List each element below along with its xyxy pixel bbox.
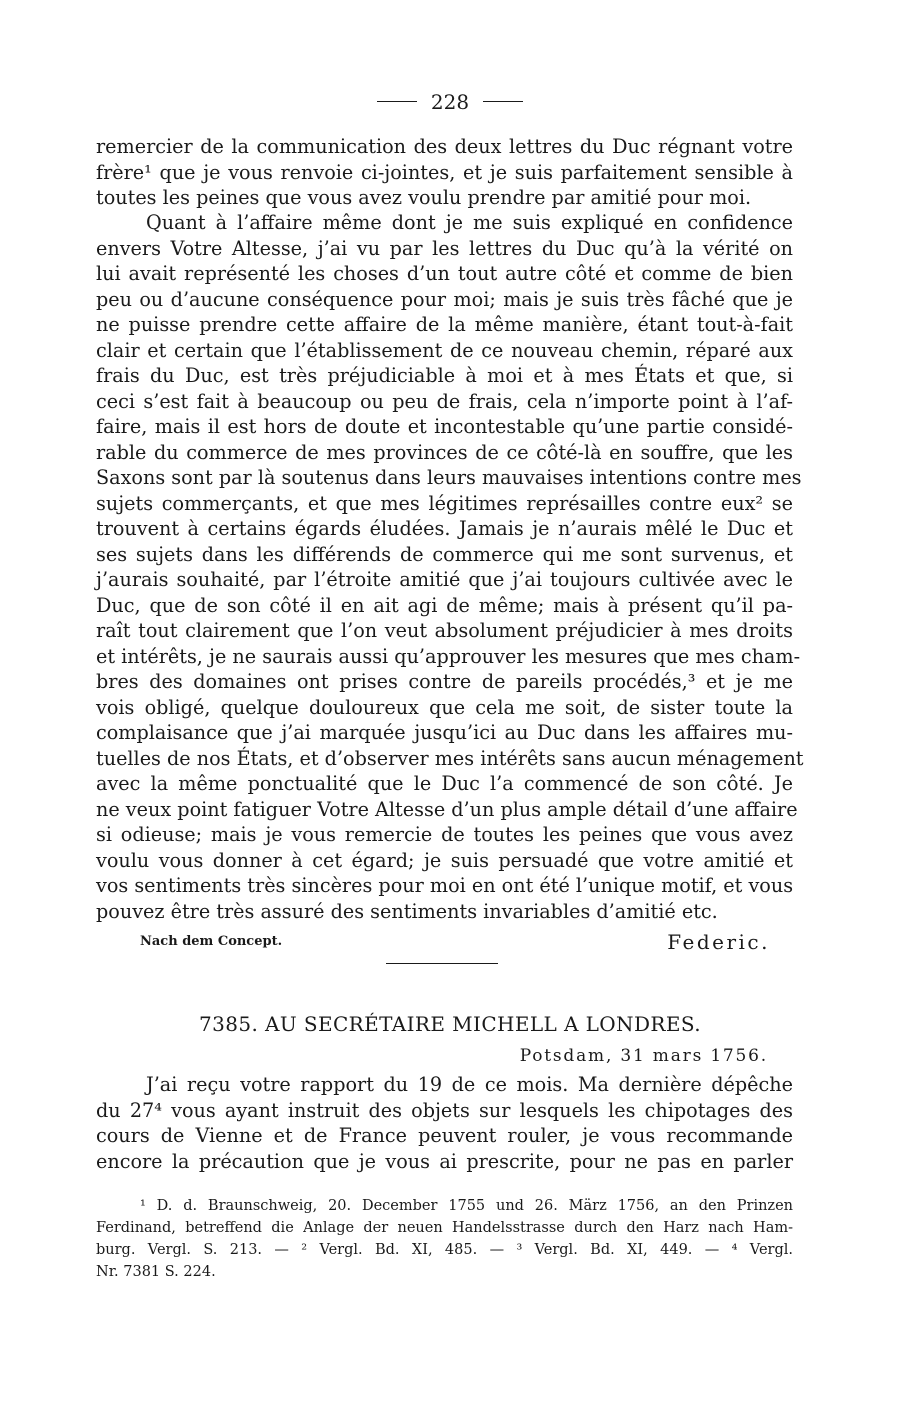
- body-line: ne puisse prendre cette affaire de la même manière, étant tout-à-fait: [96, 313, 793, 336]
- page-number-dash-left: [377, 101, 417, 102]
- body-line: tuelles de nos États, et d’observer mes intérêts sans aucun ménagement: [96, 747, 804, 770]
- letter-line: cours de Vienne et de France peuvent rouler, je vous recommande: [96, 1124, 793, 1147]
- body-line: Duc, que de son côté il en ait agi de même; mais à présent qu’il pa-: [96, 594, 793, 617]
- footnote-line: ¹ D. d. Braunschweig, 20. December 1755 und 26. März 1756, an den Prinzen: [140, 1198, 793, 1214]
- footnote-line: burg. Vergl. S. 213. — ² Vergl. Bd. XI, 485. — ³ Vergl. Bd. XI, 449. — ⁴ Vergl.: [96, 1242, 793, 1258]
- body-line: j’aurais souhaité, par l’étroite amitié que j’ai toujours cultivée avec le: [96, 568, 793, 591]
- body-line: avec la même ponctualité que le Duc l’a commencé de son côté. Je: [96, 772, 793, 795]
- body-line: et intérêts, je ne saurais aussi qu’approuver les mesures que mes cham-: [96, 645, 801, 668]
- body-line: clair et certain que l’établissement de ce nouveau chemin, réparé aux: [96, 339, 793, 362]
- body-line: toutes les peines que vous avez voulu prendre par amitié pour moi.: [96, 186, 752, 209]
- body-line: vos sentiments très sincères pour moi en ont été l’unique motif, et vous: [96, 874, 794, 897]
- body-line: ses sujets dans les différends de commerce qui me sont survenus, et: [96, 543, 793, 566]
- body-line: Quant à l’affaire même dont je me suis expliqué en confidence: [146, 211, 793, 234]
- letter-line: J’ai reçu votre rapport du 19 de ce mois. Ma dernière dépêche: [146, 1073, 793, 1096]
- body-line: Saxons sont par là soutenus dans leurs mauvaises intentions contre mes: [96, 466, 802, 489]
- body-line: sujets commerçants, et que mes légitimes représailles contre eux² se: [96, 492, 793, 515]
- body-line: trouvent à certains égards éludées. Jamais je n’aurais mêlé le Duc et: [96, 517, 793, 540]
- footnote-line: Ferdinand, betreffend die Anlage der neuen Handelsstrasse durch den Harz nach Ham-: [96, 1220, 793, 1236]
- page-number-dash-right: [483, 101, 523, 102]
- dateline: Potsdam, 31 mars 1756.: [519, 1046, 768, 1066]
- page-number: [0, 86, 900, 116]
- body-line: remercier de la communication des deux lettres du Duc régnant votre: [96, 135, 793, 158]
- body-line: ne veux point fatiguer Votre Altesse d’un plus ample détail d’une affaire: [96, 798, 798, 821]
- body-line: ceci s’est fait à beaucoup ou peu de frais, cela n’importe point à l’af-: [96, 390, 793, 413]
- letter-heading: 7385. AU SECRÉTAIRE MICHELL A LONDRES.: [199, 1012, 701, 1036]
- body-line: rable du commerce de mes provinces de ce côté-là en souffre, que les: [96, 441, 793, 464]
- body-line: peu ou d’aucune conséquence pour moi; mais je suis très fâché que je: [96, 288, 793, 311]
- body-line: si odieuse; mais je vous remercie de toutes les peines que vous avez: [96, 823, 793, 846]
- body-line: frais du Duc, est très préjudiciable à moi et à mes États et que, si: [96, 364, 793, 387]
- body-line: voulu vous donner à cet égard; je suis persuadé que votre amitié et: [96, 849, 793, 872]
- concept-note: Nach dem Concept.: [140, 934, 283, 949]
- body-line: lui avait représenté les choses d’un tout autre côté et comme de bien: [96, 262, 793, 285]
- body-line: complaisance que j’ai marquée jusqu’ici au Duc dans les affaires mu-: [96, 721, 793, 744]
- body-line: bres des domaines ont prises contre de pareils procédés,³ et je me: [96, 670, 793, 693]
- letter-line: encore la précaution que je vous ai prescrite, pour ne pas en parler: [96, 1150, 793, 1173]
- body-line: pouvez être très assuré des sentiments invariables d’amitié etc.: [96, 900, 718, 923]
- signature: Federic.: [667, 930, 770, 954]
- body-line: raît tout clairement que l’on veut absolument préjudicier à mes droits: [96, 619, 793, 642]
- footnote-line: Nr. 7381 S. 224.: [96, 1264, 216, 1280]
- body-line: faire, mais il est hors de doute et incontestable qu’une partie considé-: [96, 415, 793, 438]
- closing-row: [140, 930, 770, 960]
- body-line: envers Votre Altesse, j’ai vu par les lettres du Duc qu’à la vérité on: [96, 237, 793, 260]
- page-number-value: 228: [430, 89, 470, 114]
- body-line: vois obligé, quelque douloureux que cela me soit, de sister toute la: [96, 696, 793, 719]
- section-divider: [386, 963, 498, 964]
- letter-line: du 27⁴ vous ayant instruit des objets sur lesquels les chipotages des: [96, 1099, 793, 1122]
- body-line: frère¹ que je vous renvoie ci-jointes, et je suis parfaitement sensible à: [96, 161, 793, 184]
